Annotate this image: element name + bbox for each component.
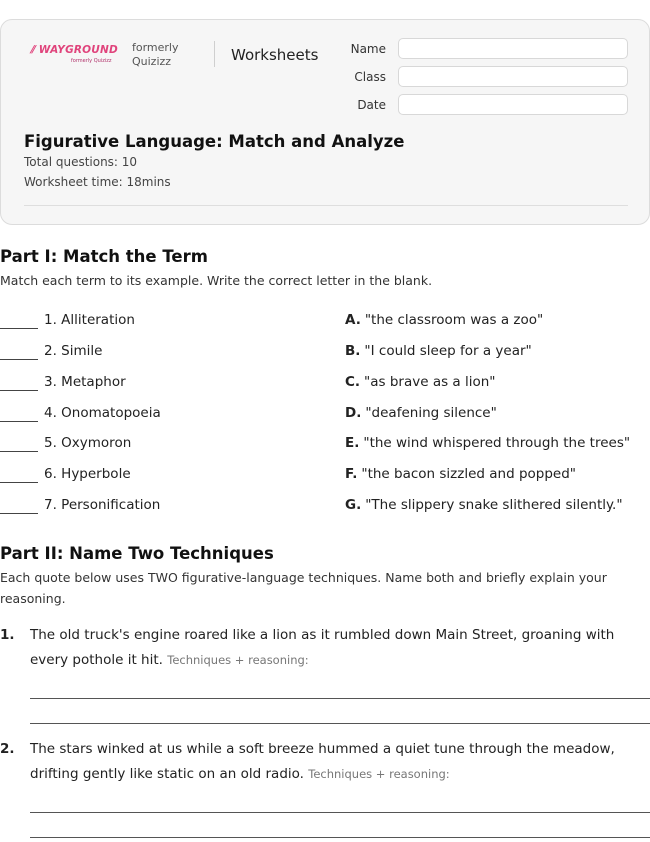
term-label: 4. Onomatopoeia [44,405,161,421]
example-row [345,312,543,328]
class-field[interactable] [398,66,628,87]
question-number: 2. [0,741,15,757]
worksheet-header [0,19,650,225]
answer-blank[interactable] [0,513,38,514]
question-hint: Techniques + reasoning: [167,653,309,667]
example-row [345,497,623,513]
example-row [345,435,630,451]
term-row [0,466,330,484]
question-quote: The old truck's engine roared like a lion as it rumbled down Main Street, groaning with every pothole it hit. [30,627,615,668]
question-number: 1. [0,627,15,643]
class-label: Class [354,70,386,84]
formerly-quizizz-label: formerly Quizizz [132,41,179,68]
example-text: "as brave as a lion" [364,374,496,390]
worksheet-time: Worksheet time: 18mins [24,175,171,189]
term-label: 7. Personification [44,497,161,513]
example-text: "the classroom was a zoo" [364,312,544,328]
term-label: 5. Oxymoron [44,435,132,451]
question-hint: Techniques + reasoning: [308,767,450,781]
example-letter: D. [345,405,362,421]
example-text: "I could sleep for a year" [364,343,532,359]
section-name: Worksheets [231,46,319,64]
name-field[interactable] [398,38,628,59]
example-letter: A. [345,312,361,328]
term-row [0,405,330,423]
part1-instructions: Match each term to its example. Write the correct letter in the blank. [0,273,433,288]
total-questions: Total questions: 10 [24,155,138,169]
worksheet-title: Figurative Language: Match and Analyze [24,132,405,151]
example-row [345,466,576,482]
answer-line[interactable] [30,723,650,724]
answer-line[interactable] [30,812,650,813]
term-label: 6. Hyperbole [44,466,131,482]
answer-blank[interactable] [0,390,38,391]
logo-subtext: formerly Quizizz [71,58,112,64]
example-row [345,343,532,359]
header-divider [214,41,215,67]
part2-instructions: Each quote below uses TWO figurative-language techniques. Name both and briefly explain your reasoning. [0,570,607,606]
answer-blank[interactable] [0,359,38,360]
name-label: Name [350,42,386,56]
answer-blank[interactable] [0,421,38,422]
example-letter: G. [345,497,362,513]
term-label: 2. Simile [44,343,103,359]
example-letter: C. [345,374,361,390]
example-row [345,405,497,421]
date-label: Date [357,98,386,112]
term-row [0,343,330,361]
example-letter: F. [345,466,358,482]
example-text: "deafening silence" [365,405,497,421]
term-row [0,374,330,392]
term-label: 3. Metaphor [44,374,126,390]
part2-title: Part II: Name Two Techniques [0,544,274,563]
term-row [0,435,330,453]
answer-blank[interactable] [0,482,38,483]
example-letter: E. [345,435,360,451]
example-row [345,374,496,390]
answer-line[interactable] [30,837,650,838]
example-letter: B. [345,343,361,359]
answer-line[interactable] [30,698,650,699]
question-quote: The stars winked at us while a soft breeze hummed a quiet tune through the meadow, drifting gently like static on an old radio. [30,741,615,782]
question-text [30,623,650,673]
date-field[interactable] [398,94,628,115]
header-rule [24,205,628,206]
answer-blank[interactable] [0,328,38,329]
example-text: "The slippery snake slithered silently." [365,497,623,513]
answer-blank[interactable] [0,451,38,452]
example-text: "the wind whispered through the trees" [363,435,631,451]
wayground-logo [30,44,120,64]
part1-title: Part I: Match the Term [0,247,208,266]
question-text [30,737,650,787]
example-text: "the bacon sizzled and popped" [361,466,577,482]
term-row [0,312,330,330]
logo-wordmark: ⫽ WAYGROUND [30,44,118,56]
term-row [0,497,330,515]
term-label: 1. Alliteration [44,312,135,328]
